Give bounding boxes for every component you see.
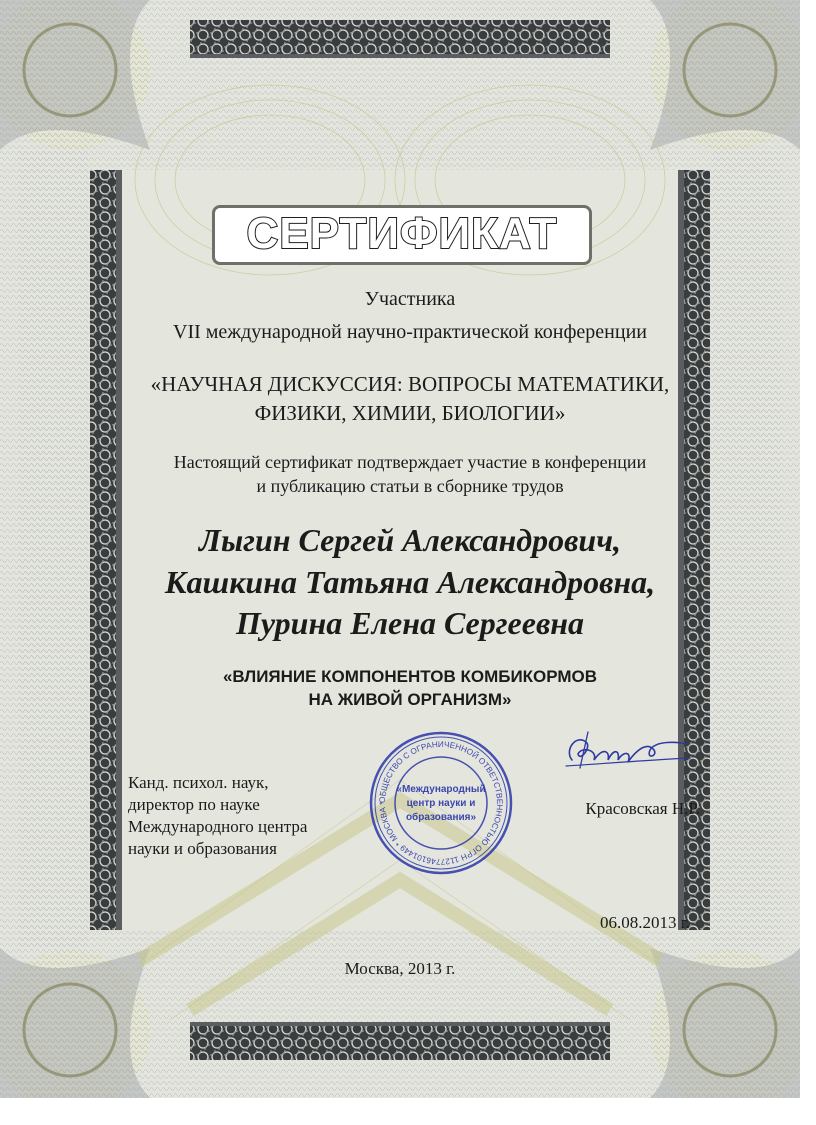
paper-title-line-2: НА ЖИВОЙ ОРГАНИЗМ» <box>308 690 512 709</box>
paper-title-line-1: «ВЛИЯНИЕ КОМПОНЕНТОВ КОМБИКОРМОВ <box>222 667 598 686</box>
issue-date: 06.08.2013 г. <box>599 913 690 932</box>
signatory-position-line: Канд. психол. наук, <box>128 773 269 792</box>
participant-label: Участника <box>364 288 456 310</box>
official-stamp <box>368 730 514 876</box>
signatory-position-line: науки и образования <box>128 839 277 858</box>
stamp-center-line: «Международный <box>396 784 486 795</box>
signatory-position-line: Международного центра <box>128 817 308 836</box>
stamp-center-line: центр науки и <box>406 798 476 809</box>
participant-name-3: Пурина Елена Сергеевна <box>235 605 584 641</box>
participant-name-2: Кашкина Татьяна Александровна, <box>164 564 656 600</box>
confirmation-line-2: и публикацию статьи в сборнике трудов <box>256 476 564 496</box>
signature-icon <box>558 720 698 780</box>
confirmation-line-1: Настоящий сертификат подтверждает участие в конференции <box>173 452 647 472</box>
stamp-center-line: образования» <box>405 812 477 823</box>
signatory-position <box>128 772 368 860</box>
conference-topic-line-1: «НАУЧНАЯ ДИСКУССИЯ: ВОПРОСЫ МАТЕМАТИКИ, <box>150 372 670 396</box>
conference-topic-line-2: ФИЗИКИ, ХИМИИ, БИОЛОГИИ» <box>254 401 566 425</box>
certificate-title: СЕРТИФИКАТ <box>246 209 558 258</box>
city-year: Москва, 2013 г. <box>344 959 456 978</box>
signatory-position-line: директор по науке <box>128 795 260 814</box>
conference-line: VII международной научно-практической конференции <box>173 321 647 343</box>
stamp-ring-text: ОБЩЕСТВО С ОГРАНИЧЕННОЙ ОТВЕТСТВЕННОСТЬЮ ОГРН 1127746101449 * МОСКВА * <box>377 739 505 867</box>
participant-name-1: Лыгин Сергей Александрович, <box>199 522 621 558</box>
signatory-name: Красовская Н.Р. <box>585 799 700 818</box>
